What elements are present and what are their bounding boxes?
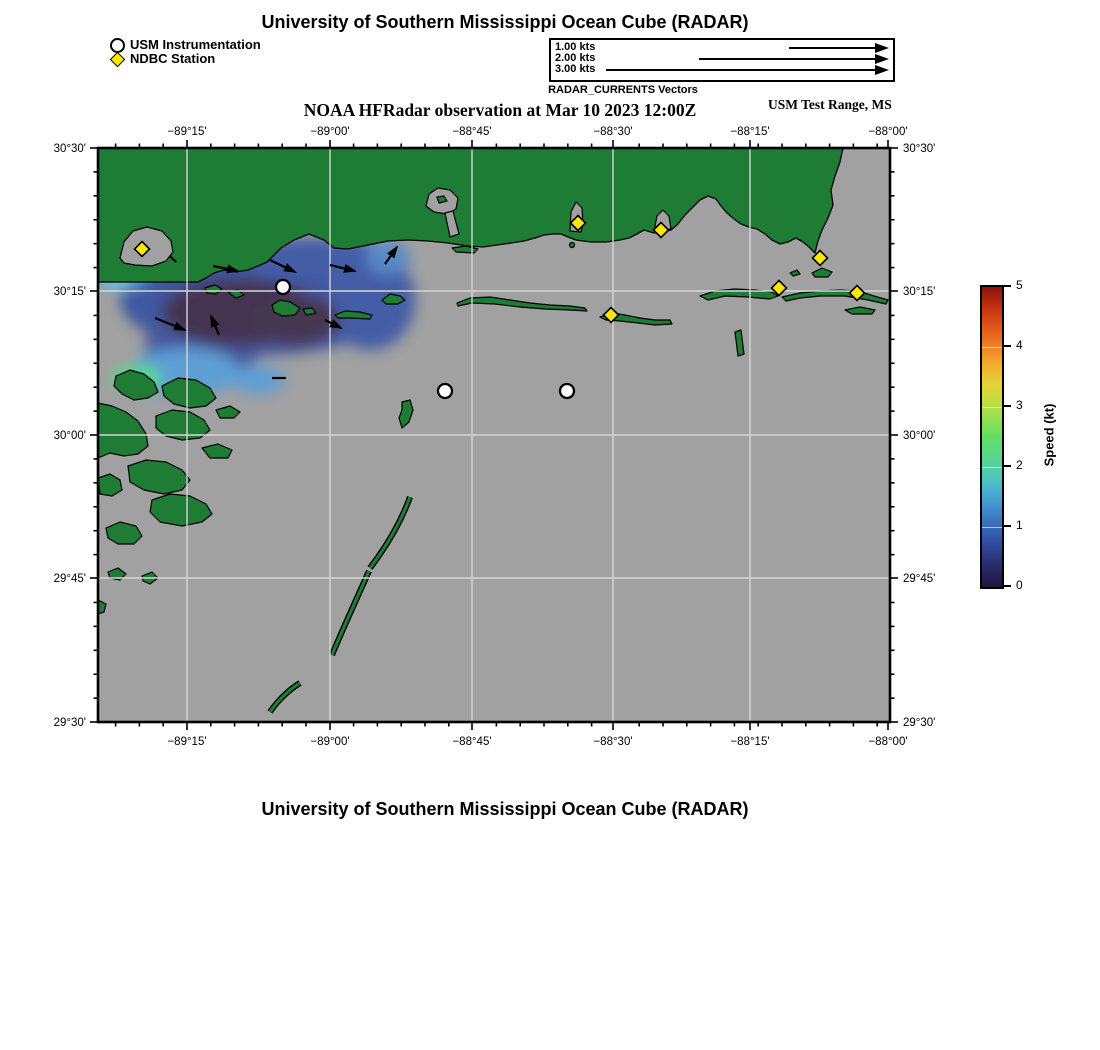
- colorbar-gridline: [982, 467, 1002, 468]
- colorbar-tick-label: 2: [1016, 458, 1023, 472]
- map-subtitle: NOAA HFRadar observation at Mar 10 2023 12:00Z: [303, 100, 697, 120]
- colorbar-tick-label: 1: [1016, 518, 1023, 532]
- legend-label: USM Instrumentation: [130, 37, 261, 52]
- ndbc-station-icon: [110, 52, 126, 68]
- colorbar-tick: [1004, 405, 1011, 407]
- page-title: University of Southern Mississippi Ocean Cube (RADAR): [261, 12, 749, 32]
- speed-colorbar: [980, 285, 1004, 589]
- colorbar-gridline: [982, 527, 1002, 528]
- axis-tick-label: 29°45': [53, 573, 86, 585]
- colorbar-tick-label: 0: [1016, 578, 1023, 592]
- axis-tick-label: −89°15': [167, 126, 207, 138]
- vector-scale-line: [789, 47, 877, 49]
- footer-title: University of Southern Mississippi Ocean Cube (RADAR): [261, 799, 749, 819]
- axis-tick-label: −89°00': [310, 736, 350, 748]
- vector-scale-caption: RADAR_CURRENTS Vectors: [548, 84, 698, 96]
- speed-cell: [231, 366, 285, 394]
- usm-instrument-marker: [438, 384, 452, 398]
- vector-scale-box: [549, 38, 895, 82]
- vector-scale-row-label: 2.00 kts: [555, 52, 596, 64]
- axis-tick-label: −88°15': [730, 736, 770, 748]
- axis-tick-label: −88°30': [593, 736, 633, 748]
- colorbar-tick: [1004, 465, 1011, 467]
- vector-scale-line: [699, 58, 877, 60]
- axis-tick-label: −89°00': [310, 126, 350, 138]
- axis-tick-label: 30°15': [53, 286, 86, 298]
- axis-tick-label: 29°45': [903, 573, 936, 585]
- vector-scale-line: [606, 69, 877, 71]
- usm-instrument-marker: [560, 384, 574, 398]
- axis-tick-label: −88°45': [452, 736, 492, 748]
- legend-label: NDBC Station: [130, 51, 216, 66]
- colorbar-title: Speed (kt): [1041, 403, 1057, 467]
- map-canvas: [53, 118, 943, 778]
- range-label: USM Test Range, MS: [768, 97, 892, 112]
- colorbar-tick: [1004, 585, 1011, 587]
- axis-tick-label: −88°30': [593, 126, 633, 138]
- axis-tick-label: 30°15': [903, 286, 936, 298]
- axis-tick-label: 30°30': [903, 143, 936, 155]
- colorbar-tick-label: 4: [1016, 338, 1023, 352]
- vector-scale-arrowhead-icon: [875, 65, 889, 75]
- axis-tick-label: −88°45': [452, 126, 492, 138]
- axis-tick-label: 29°30': [53, 717, 86, 729]
- axis-tick-label: 30°30': [53, 143, 86, 155]
- axis-tick-label: −89°15': [167, 736, 207, 748]
- vector-scale-arrowhead-icon: [875, 43, 889, 53]
- colorbar-tick: [1004, 525, 1011, 527]
- axis-tick-label: 30°00': [53, 430, 86, 442]
- axis-tick-label: −88°00': [868, 126, 908, 138]
- colorbar-tick-label: 5: [1016, 278, 1023, 292]
- axis-tick-label: −88°00': [868, 736, 908, 748]
- round-island: [570, 243, 575, 248]
- vector-scale-arrowhead-icon: [875, 54, 889, 64]
- vector-scale-row-label: 3.00 kts: [555, 63, 596, 75]
- axis-tick-label: 29°30': [903, 717, 936, 729]
- colorbar-gridline: [982, 347, 1002, 348]
- usm-instrument-marker: [276, 280, 290, 294]
- axis-tick-label: −88°15': [730, 126, 770, 138]
- vector-scale-row-label: 1.00 kts: [555, 41, 596, 53]
- axis-tick-label: 30°00': [903, 430, 936, 442]
- colorbar-tick: [1004, 285, 1011, 287]
- colorbar-tick-label: 3: [1016, 398, 1023, 412]
- colorbar-tick: [1004, 345, 1011, 347]
- colorbar-gridline: [982, 407, 1002, 408]
